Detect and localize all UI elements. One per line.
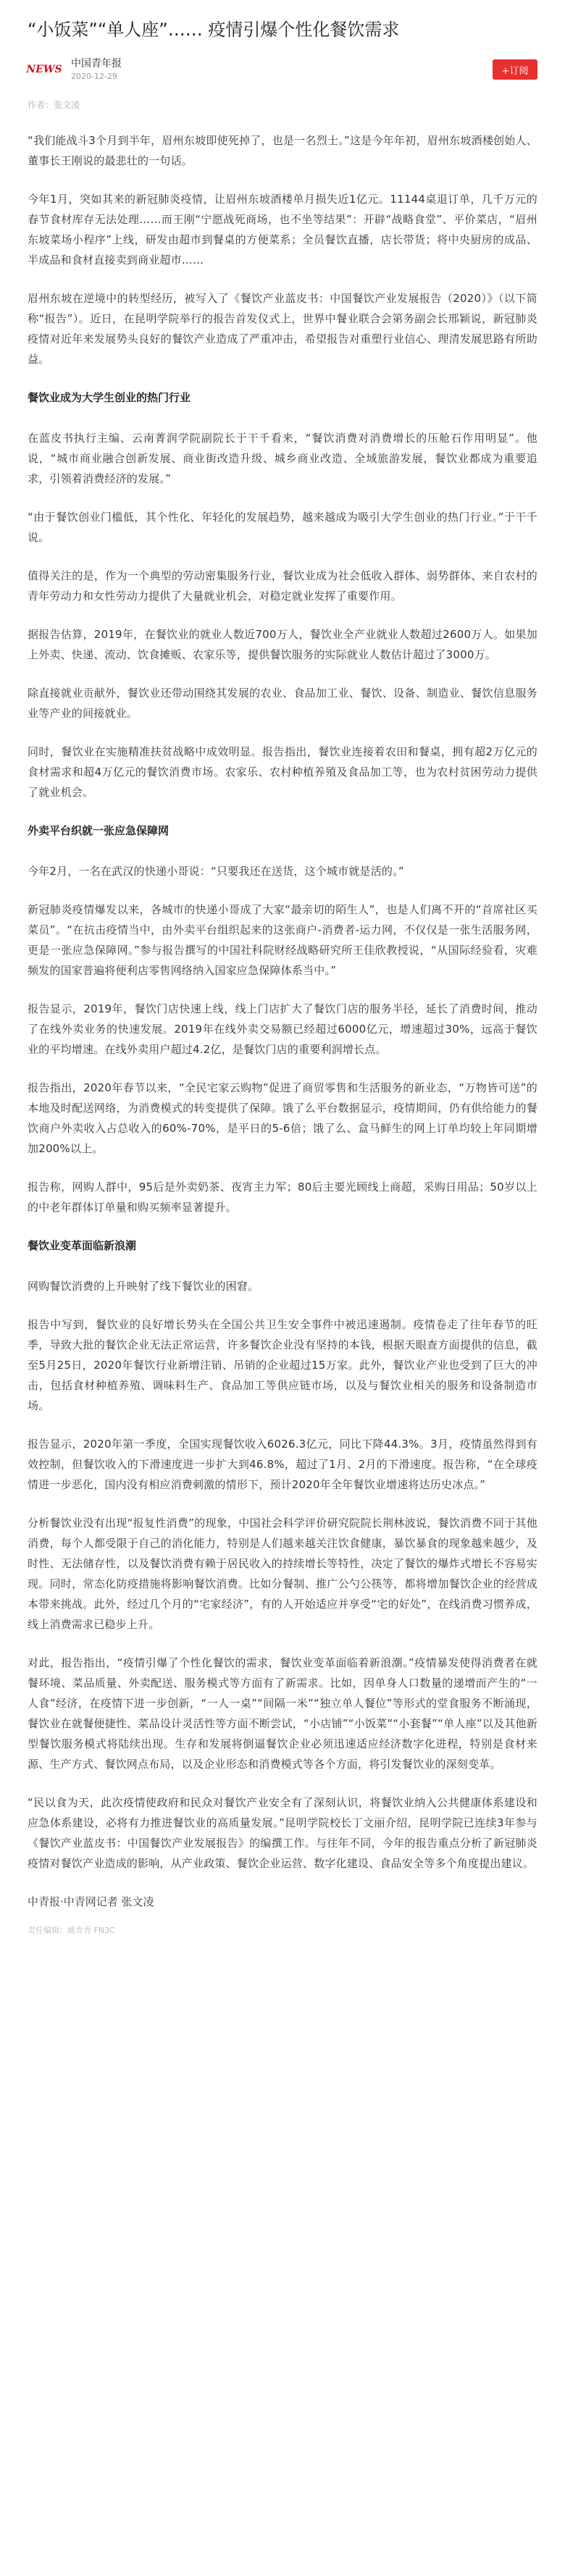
follow-button[interactable]: +订阅 bbox=[493, 59, 537, 80]
article-paragraph: 同时，餐饮业在实施精准扶贫战略中成效明显。报告指出，餐饮业连接着农田和餐桌，拥有超2万亿元的食材需求和超4万亿元的餐饮消费市场。农家乐、农村种植养殖及食品加工等，也为农村贫困劳动力提供了就业机会。 bbox=[28, 745, 537, 799]
article-paragraph: 网购餐饮消费的上升映射了线下餐饮业的困窘。 bbox=[28, 1280, 259, 1293]
article-paragraph: 今年2月，一名在武汉的快递小哥说：“只要我还在送货，这个城市就是活的。” bbox=[28, 865, 404, 878]
article-title: “小饭菜”“单人座”…… 疫情引爆个性化餐饮需求 bbox=[28, 20, 400, 40]
section-heading: 餐饮业变革面临新浪潮 bbox=[28, 1239, 137, 1252]
author-line: 作者：张文凌 bbox=[28, 100, 80, 110]
article-paragraph: 对此，报告指出，“疫情引爆了个性化餐饮的需求，餐饮业变革面临着新浪潮。”疫情暴发使得消费者在就餐环境、菜品质量、外卖配送、服务模式等方面有了新需求。比如，因单身人口数量的递增而产生的“一人食”经济，在疫情下进一步创新，“一人一桌”“间隔一米”“独立单人餐位”等形式的堂食服务不断涌现，餐饮业在就餐便捷性、菜品设计灵活性等方面不断尝试，“小店铺”“小饭菜”“小套餐”“单人座”以及其他新型餐饮服务模式将陆续出现。生存和发展将倒逼餐饮企业必须迅速适应经济数字化进程，特别是食材来源、生产方式、餐饮网点布局，以及企业形态和消费模式等各个方面，将引发餐饮业的深刻变革。 bbox=[28, 1656, 537, 1771]
article-paragraph: 报告称，网购人群中，95后是外卖奶茶、夜宵主力军；80后主要光顾线上商超，采购日用品；50岁以上的中老年群体订单量和购买频率显著提升。 bbox=[28, 1180, 537, 1214]
article-paragraph: 报告显示，2020年第一季度，全国实现餐饮收入6026.3亿元，同比下降44.3%。3月，疫情虽然得到有效控制，但餐饮收入的下滑速度进一步扩大到46.8%，超过了1月、2月的下滑速度。报告称，“在全球疫情进一步恶化，国内没有相应消费刺激的情形下，预计2020年全年餐饮业增速将达历史冰点。” bbox=[28, 1438, 537, 1491]
article-paragraph: 除直接就业贡献外，餐饮业还带动围绕其发展的农业、食品加工业、餐饮、设备、制造业、餐饮信息服务业等产业的间接就业。 bbox=[28, 687, 537, 720]
newspaper-logo-icon[interactable]: NEWS bbox=[26, 64, 62, 75]
account-bar bbox=[28, 54, 537, 85]
reporter-signature: 中青报·中青网记者 张文凌 bbox=[28, 1895, 154, 1908]
article-paragraph: 眉州东坡在逆境中的转型经历，被写入了《餐饮产业蓝皮书：中国餐饮产业发展报告（2020）》（以下简称“报告”）。近日，在昆明学院举行的报告首发仪式上，世界中餐业联合会第务副会长邢颖说，新冠肺炎疫情对近年来发展势头良好的餐饮产业造成了严重冲击，希望报告对重塑行业信心、理清发展思路有所助益。 bbox=[28, 292, 537, 366]
article-paragraph: “由于餐饮创业门槛低，其个性化、年轻化的发展趋势，越来越成为吸引大学生创业的热门行业。”于干千说。 bbox=[28, 511, 537, 544]
article-paragraph: 据报告估算，2019年，在餐饮业的就业人数近700万人，餐饮业全产业就业人数超过2600万人。如果加上外卖、快递、流动、饮食摊贩、农家乐等，提供餐饮服务的实际就业人数估计超过了3000万。 bbox=[28, 628, 537, 661]
section-heading: 餐饮业成为大学生创业的热门行业 bbox=[28, 391, 191, 404]
article-paragraph: 值得关注的是，作为一个典型的劳动密集服务行业，餐饮业成为社会低收入群体、弱势群体、来自农村的青年劳动力和女性劳动力提供了大量就业机会，对稳定就业发挥了重要作用。 bbox=[28, 569, 537, 603]
article-paragraph: 新冠肺炎疫情爆发以来，各城市的快递小哥成了大家“最亲切的陌生人”，也是人们离不开的“首席社区买菜员”。“在抗击疫情当中，由外卖平台组织起来的这张商户-消费者-运力网，不仅仅是一张生活服务网，更是一张应急保障网。”参与报告撰写的中国社科院财经战略研究所王佳欣教授说，“从国际经验看，灾难频发的国家普遍将便利店零售网络纳入国家应急保障体系当中。” bbox=[28, 903, 537, 977]
article-paragraph: 报告中写到，餐饮业的良好增长势头在全国公共卫生安全事件中被迅速遏制。疫情卷走了往年春节的旺季，导致大批的餐饮企业无法正常运营，许多餐饮企业没有坚持的本钱，根据天眼查方面提供的信息，截至5月25日，2020年餐饮行业新增注销、吊销的企业超过15万家。此外，餐饮业产业也受到了巨大的冲击，包括食材种植养殖、调味料生产、食品加工等供应链市场，以及与餐饮业相关的服务和设备制造市场。 bbox=[28, 1318, 537, 1412]
account-name[interactable]: 中国青年报 bbox=[71, 58, 122, 70]
article-paragraph: 今年1月，突如其来的新冠肺炎疫情，让眉州东坡酒楼单月损失近1亿元。11144桌退订单，几千万元的春节食材库存无法处理……而王刚“宁愿战死商场，也不坐等结果”：开辟“战略食堂”、平价菜店，“眉州东坡菜场小程序”上线，研发由超市到餐桌的方便菜系；全员餐饮直播，店长带货；将中央厨房的成品、半成品和食材直接卖到商业超市…… bbox=[28, 193, 537, 267]
section-heading: 外卖平台织就一张应急保障网 bbox=[28, 824, 170, 837]
article-paragraph: 在蓝皮书执行主编、云南菁润学院副院长于干千看来，“餐饮消费对消费增长的压舱石作用明显”。他说，“城市商业融合创新发展、商业街改造升级、城乡商业改造、全域旅游发展，餐饮业都成为重要追求，引领着消费经济的发展。” bbox=[28, 432, 537, 485]
article-paragraph: 报告指出，2020年春节以来，“全民宅家云购物”促进了商贸零售和生活服务的新业态，“万物皆可送”的本地及时配送网络，为消费模式的转变提供了保障。饿了么平台数据显示，疫情期间，仍有供给能力的餐饮商户外卖收入占总收入的60%-70%，是平日的5-6倍；饿了么、盒马鲜生的网上订单均较上年同期增加200%以上。 bbox=[28, 1081, 537, 1155]
editor-note: 责任编辑：姚青青 FN3C bbox=[28, 1926, 115, 1935]
article-body bbox=[28, 130, 537, 1874]
publish-date: 2020-12-29 bbox=[71, 72, 117, 81]
account-meta bbox=[71, 56, 122, 83]
article-paragraph: “我们能战斗3个月到半年，眉州东坡即使死掉了，也是一名烈士。”这是今年年初，眉州东坡酒楼创始人、董事长王刚说的最悲壮的一句话。 bbox=[28, 134, 537, 167]
account-info[interactable] bbox=[28, 56, 122, 83]
article-paragraph: “民以食为天，此次疫情使政府和民众对餐饮产业安全有了深刻认识，将餐饮业纳入公共健康体系建设和应急体系建设，必将有力推进餐饮业的高质量发展。”昆明学院校长丁文丽介绍，昆明学院已连续3年参与《餐饮产业蓝皮书：中国餐饮产业发展报告》的编撰工作。与往年不同，今年的报告重点分析了新冠肺炎疫情对餐饮产业造成的影响，从产业政策、餐饮企业运营、数字化建设、食品安全等多个角度提出建议。 bbox=[28, 1796, 537, 1870]
article-paragraph: 分析餐饮业没有出现“报复性消费”的现象，中国社会科学评价研究院院长荆林波说，餐饮消费不同于其他消费，每个人都受限于自己的消化能力，特别是人们越来越关注饮食健康，暴饮暴食的现象越来越少，及时性、无法储存性，以及餐饮消费有赖于居民收入的持续增长等特性，决定了餐饮的爆炸式增长不容易实现。同时，常态化防疫措施将影响餐饮消费。比如分餐制、推广公勺公筷等，都将增加餐饮企业的经营成本带来挑战。此外，经过几个月的“宅家经济”，有的人开始适应并享受“宅的好处”，在线消费习惯养成，线上消费需求已稳步上升。 bbox=[28, 1516, 537, 1631]
article-paragraph: 报告显示，2019年，餐饮门店快速上线，线上门店扩大了餐饮门店的服务半径，延长了消费时间，推动了在线外卖业务的快速发展。2019年在线外卖交易额已经超过6000亿元，增速超过30%，远高于餐饮业的平均增速。在线外卖用户超过4.2亿，是餐饮门店的重要利润增长点。 bbox=[28, 1002, 537, 1056]
